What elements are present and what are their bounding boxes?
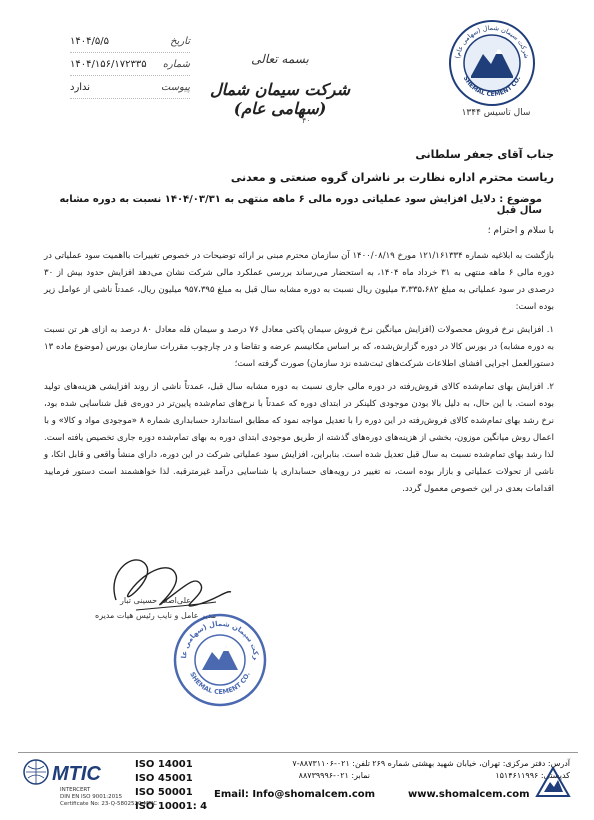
paragraph-reason-2: ۲. افزایش بهای تمام‌شده کالای فروش‌رفته در دوره مالی جاری نسبت به دوره مشابه سال قبل، عمدتاً ناشی از روند افزایشی هزینه‌های تولید بوده است. با این حال، به دلیل بالا بودن موجودی کلینکر در ابتدای دوره که عمدتاً با نرخ‌های تمام‌شده پایین‌تر در دوره‌ی قبل شناسایی شده بود، نرخ رشد بهای تمام‌شده کالای فروش‌رفته در این دوره را با تعدیل مواجه نمود که مطابق استاندارد حسابداری شماره ۸ «موجودی مواد و کالا» و با اعمال روش میانگین موزون، بخشی از هزینه‌های دوره‌های گذشته از طریق موجودی ابتدای دوره به بهای تمام‌شده دوره جاری تخصیص یافته است. لذا رشد بهای تمام‌شده نسبت به سال قبل تعدیل شده است. بنابراین، افزایش سود عملیاتی شرکت در این دوره، دارای منشأ واقعی و قابل اتکا، و ناشی از تحولات عملیاتی و بازار بوده است، نه تغییر در رویه‌های حسابداری یا شناسایی درآمد غیرمترقبه. لذا خواهشمند است دستور فرمایید اقدامات بعدی در این خصوص معمول گردد. xyxy=(44,382,554,494)
iso-50001: ISO 50001 xyxy=(135,787,193,798)
recipient-name: جناب آقای جعفر سلطانی xyxy=(415,148,554,161)
iso-45001: ISO 45001 xyxy=(135,773,193,784)
number-label: شماره xyxy=(162,58,190,70)
signer-title: مدیر عامل و نایب رئیس هیات مدیره xyxy=(95,611,217,620)
mtic-sub-3: Certificate No: 23-Q-5802520-MTIC xyxy=(60,801,158,807)
footer-divider xyxy=(18,752,578,753)
email-address: Email: Info@shomalcem.com xyxy=(214,789,376,800)
letter-body xyxy=(44,148,554,504)
stamp-text-fa: رکت سیمان شمال (سهامی عا xyxy=(180,619,261,661)
signer-name: علی‌اصغر حسینی تبار xyxy=(120,596,191,605)
greeting: با سلام و احترام ؛ xyxy=(487,226,554,236)
fax: نمابر: ۰۲۱-۸۸۷۳۹۹۹۶ xyxy=(298,771,370,780)
iso-14001: ISO 14001 xyxy=(135,759,193,770)
phone: تلفن: ۰۲۱-۸۸۷۳۱۱۰۶-۷ xyxy=(292,759,370,768)
company-stamp xyxy=(172,612,268,708)
footer-company-logo-icon xyxy=(535,766,571,798)
address-line: آدرس: دفتر مرکزی: تهران، خیابان شهید بهشتی شماره ۲۶۹ xyxy=(372,759,570,768)
date-row xyxy=(70,30,190,53)
attachment-value: ندارد xyxy=(70,81,91,93)
number-value: ۱۴۰۴/۱۵۶/۱۷۲۳۳۵ xyxy=(70,58,147,70)
logo-text-en: SHEMAL CEMENT CO. xyxy=(461,75,523,99)
company-title: شرکت سیمان شمال (سهامی عام) xyxy=(210,80,350,118)
website-url: www.shomalcem.com xyxy=(408,789,530,800)
founded-year: سال تاسیس ۱۳۴۴ xyxy=(461,108,531,118)
svg-text:شرکت سیمان شمال (سهامی عام) xyxy=(172,612,260,661)
bismillah: بسمه تعالی xyxy=(251,52,309,66)
contact-info xyxy=(210,758,370,782)
paragraph-intro: بازگشت به ابلاغیه شماره ۱۲۱/۱۶۱۳۳۴ مورخ ۱۴۰۰/۰۸/۱۹ آن سازمان محترم مبنی بر ارائه توضیحات در خصوص تغییرات بااهمیت سود عملیاتی در دوره مالی ۶ ماهه منتهی به ۳۱ خرداد ماه ۱۴۰۴، به استحضار می‌رساند بررسی عملکرد مالی شرکت نشان می‌دهد افزایش حدود بیش از ۳۰ درصدی در سود عملیاتی به مبلغ ۳،۳۳۵،۶۸۲ میلیون ریال نسبت به دوره مشابه سال قبل به مبلغ ۹۵۷،۳۹۵ میلیون ریال، عمدتاً ناشی از عوامل زیر بوده است: xyxy=(44,251,554,312)
paragraph-reason-1: ۱. افزایش نرخ فروش محصولات (افزایش میانگین نرخ فروش سیمان پاکتی معادل ۷۶ درصد و سیمان فله معادل ۸۰ درصد به ازای هر تن نسبت به دوره مشابه) در بورس کالا در دوره گزارش‌شده، که بر اساس مکانیسم عرضه و تقاضا و در چارچوب مقررات سازمان بورس (موضوع ماده ۱۳ دستورالعمل اجرایی افشای اطلاعات شرکت‌های ثبت‌شده نزد سازمان) صورت گرفته است؛ xyxy=(44,325,554,369)
attachment-row xyxy=(70,76,190,99)
company-logo xyxy=(447,18,537,108)
attachment-label: پیوست xyxy=(160,81,190,93)
tiny-mark: ۴۰ xyxy=(302,116,311,125)
date-label: تاریخ xyxy=(170,35,190,47)
mtic-sub-1: INTERCERT xyxy=(60,787,91,793)
number-row xyxy=(70,53,190,76)
recipient-title: ریاست محترم اداره نظارت بر ناشران گروه صنعتی و معدنی xyxy=(230,171,554,184)
letter-meta xyxy=(70,30,190,99)
mtic-sub-2: DIN EN ISO 9001:2015 xyxy=(60,794,123,800)
svg-text:SHEMAL CEMENT CO. xyxy=(188,671,252,696)
mtic-brand: MTIC xyxy=(52,763,101,785)
stamp-text-en: SHEMAL CEMENT CO. xyxy=(188,670,252,697)
logo-text-fa: شرکت سیمان شمال (سهامی عام) xyxy=(453,23,531,60)
iso-10001: ISO 10001: 4 xyxy=(135,801,208,812)
postal-code: کدپستی: ۱۵۱۴۶۱۱۹۹۶ xyxy=(495,771,570,780)
date-value: ۱۴۰۴/۵/۵ xyxy=(70,35,109,47)
letter-subject: موضوع : دلایل افزایش سود عملیاتی دوره مالی ۶ ماهه منتهی به ۱۴۰۴/۰۳/۳۱ نسبت به دوره مشابه سال قبل xyxy=(59,194,542,216)
